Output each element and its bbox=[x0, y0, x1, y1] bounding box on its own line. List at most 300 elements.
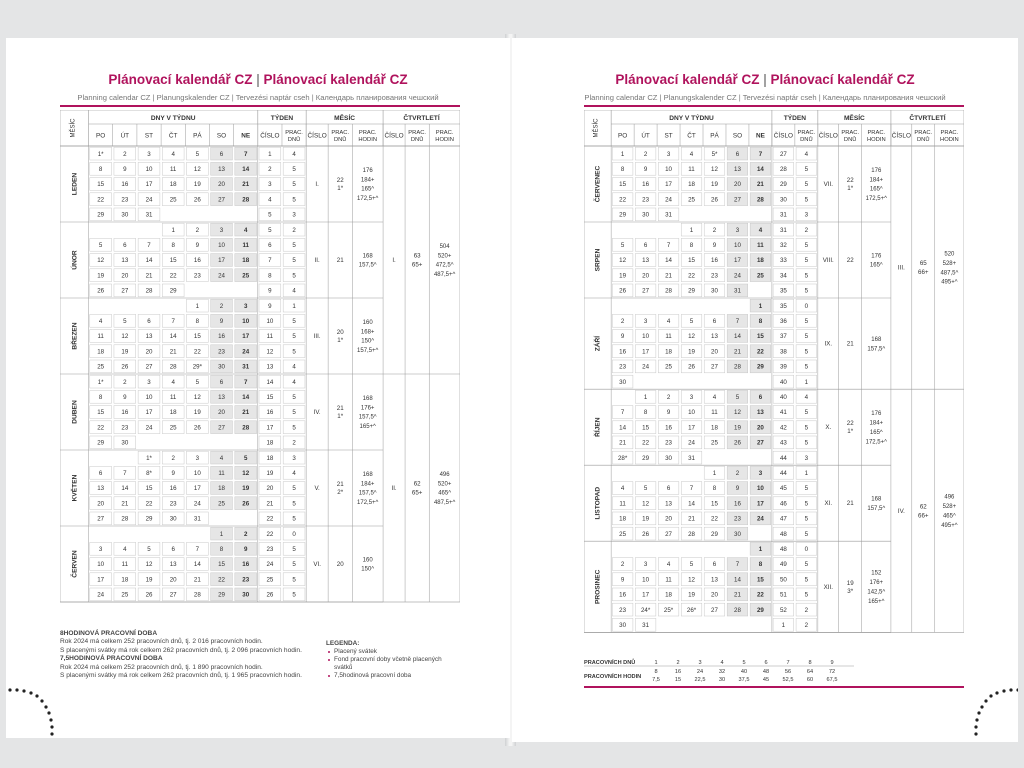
day-number: 27 bbox=[711, 363, 718, 371]
day-number: 31 bbox=[242, 363, 250, 371]
day-number: 1 bbox=[758, 546, 763, 553]
day-number: 12 bbox=[97, 257, 105, 265]
month-roman: IV. bbox=[313, 409, 321, 416]
day-number: 7 bbox=[243, 150, 248, 158]
week-value: 5 bbox=[804, 363, 809, 371]
month-work-days: 21 bbox=[846, 340, 854, 348]
header-ctvrtleti: ČTVRTLETÍ bbox=[909, 115, 946, 122]
day-number: 8 bbox=[712, 485, 717, 493]
page-subtitle: Planning calendar CZ | Planungskalender CZ | Tervezési naptár cseh | Календарь планирования чешский bbox=[584, 93, 946, 102]
day-number: 25 bbox=[121, 591, 129, 599]
conversion-hours-8: 72 bbox=[828, 669, 836, 675]
week-value: 4 bbox=[292, 363, 296, 371]
day-number: 29 bbox=[756, 363, 764, 371]
day-number: 16 bbox=[193, 257, 201, 265]
day-number: 28 bbox=[756, 196, 764, 204]
day-number: 15 bbox=[619, 181, 627, 189]
day-number: 16 bbox=[642, 181, 650, 189]
week-value: 37 bbox=[779, 333, 787, 341]
day-number: 14 bbox=[734, 333, 741, 341]
day-number: 31 bbox=[734, 287, 741, 295]
day-number: 13 bbox=[642, 257, 650, 265]
day-number: 16 bbox=[218, 333, 225, 341]
week-value: 5 bbox=[292, 515, 296, 523]
day-number: 24 bbox=[665, 196, 673, 204]
day-number: 15 bbox=[169, 257, 177, 265]
month-roman: IX. bbox=[824, 340, 833, 348]
week-value: 3 bbox=[804, 211, 809, 219]
footer-75h-line2: S placenými svátky má rok celkem 262 pracovních dnů, tj. 1 965 pracovních hodin. bbox=[60, 672, 302, 680]
day-number: 17 bbox=[642, 348, 650, 356]
header-sub-0: PO bbox=[618, 132, 628, 140]
day-number: 5 bbox=[195, 150, 200, 158]
day-number: 4 bbox=[219, 454, 224, 462]
day-number: 29 bbox=[619, 211, 627, 219]
day-number: 24 bbox=[642, 363, 650, 371]
day-number: 3 bbox=[735, 226, 740, 234]
day-number: 26 bbox=[193, 424, 201, 432]
week-value: 25 bbox=[266, 576, 274, 584]
conversion-hours-75: 15 bbox=[674, 677, 682, 683]
day-number: 2 bbox=[195, 226, 200, 234]
week-value: 5 bbox=[292, 272, 296, 280]
day-number: 19 bbox=[121, 348, 129, 356]
day-number: 18 bbox=[665, 348, 673, 356]
legend-item-fund: Fond pracovní doby včetně placených svátků bbox=[326, 656, 446, 672]
day-number: 9 bbox=[712, 242, 717, 249]
day-number: 17 bbox=[145, 409, 153, 417]
week-value: 5 bbox=[804, 166, 809, 173]
week-value: 5 bbox=[292, 318, 296, 325]
month-work-hours: 168 157,5^ bbox=[867, 496, 886, 512]
week-value: 38 bbox=[779, 348, 787, 356]
day-number: 8 bbox=[758, 561, 763, 569]
conversion-day: 9 bbox=[830, 660, 834, 666]
day-number: 22 bbox=[619, 196, 627, 204]
month-work-days: 21 bbox=[846, 500, 854, 508]
conversion-day: 5 bbox=[742, 660, 746, 666]
day-number: 22 bbox=[97, 424, 105, 432]
week-value: 41 bbox=[779, 409, 787, 417]
day-number: 29 bbox=[218, 591, 225, 599]
day-number: 16 bbox=[121, 409, 129, 417]
quarter-work-days: 62 65+ bbox=[411, 480, 423, 497]
day-number: 24 bbox=[688, 439, 695, 447]
week-value: 8 bbox=[268, 272, 272, 280]
day-number: 24 bbox=[145, 424, 153, 432]
day-number: 24 bbox=[756, 515, 764, 523]
day-number: 25 bbox=[665, 363, 673, 371]
day-number: 6 bbox=[643, 242, 648, 249]
week-value: 24 bbox=[266, 561, 274, 569]
day-number: 14 bbox=[665, 257, 673, 265]
day-number: 24 bbox=[97, 591, 105, 599]
week-value: 52 bbox=[779, 606, 787, 614]
calendar-grid-left bbox=[60, 110, 460, 622]
month-name: ČERVENEC bbox=[594, 165, 602, 203]
day-number: 12 bbox=[193, 394, 201, 401]
day-number: 20 bbox=[218, 181, 225, 189]
day-number: 11 bbox=[688, 166, 695, 173]
week-value: 5 bbox=[804, 196, 809, 204]
week-value: 22 bbox=[266, 530, 274, 538]
footer-75h-line1: Rok 2024 má celkem 252 pracovních dnů, tj. 1 890 pracovních hodin. bbox=[60, 663, 263, 671]
day-number: 22 bbox=[97, 196, 105, 204]
conversion-hours-75: 67,5 bbox=[826, 677, 838, 683]
day-number: 13 bbox=[97, 485, 105, 493]
day-number: 12 bbox=[193, 166, 201, 173]
month-name: LEDEN bbox=[71, 172, 79, 196]
week-value: 15 bbox=[266, 394, 274, 401]
week-value: 3 bbox=[292, 454, 296, 462]
week-value: 0 bbox=[804, 546, 809, 553]
day-number: 17 bbox=[218, 257, 225, 265]
day-number: 9 bbox=[735, 485, 740, 493]
day-number: 16 bbox=[665, 424, 673, 432]
day-number: 21 bbox=[688, 515, 695, 523]
week-value: 5 bbox=[804, 348, 809, 356]
header-sub-2: ST bbox=[144, 132, 154, 140]
day-number: 17 bbox=[665, 181, 673, 189]
day-number: 15 bbox=[97, 409, 105, 417]
day-number: 25 bbox=[218, 500, 225, 508]
day-number: 6 bbox=[171, 546, 175, 553]
day-number: 16 bbox=[169, 485, 177, 493]
day-number: 31 bbox=[642, 622, 650, 629]
week-value: 18 bbox=[266, 439, 274, 447]
day-number: 2 bbox=[123, 378, 127, 386]
header-sub-3: ČT bbox=[687, 132, 696, 140]
day-number: 22 bbox=[688, 272, 695, 280]
week-value: 5 bbox=[292, 424, 296, 432]
week-value: 2 bbox=[804, 606, 809, 614]
day-number: 5 bbox=[643, 485, 648, 493]
day-number: 9 bbox=[219, 318, 224, 325]
week-value: 4 bbox=[292, 470, 296, 477]
day-number: 25 bbox=[169, 196, 177, 204]
header-sub-12: ČÍSLO bbox=[384, 132, 404, 140]
legend-item-75h: 7,5hodinová pracovní doba bbox=[326, 672, 446, 680]
month-name: DUBEN bbox=[71, 400, 79, 424]
header-mesic-vertical: MĚSÍC bbox=[593, 118, 600, 138]
month-name: ČERVEN bbox=[71, 550, 79, 578]
week-value: 5 bbox=[804, 409, 809, 417]
month-name: BŘEZEN bbox=[71, 322, 79, 350]
day-number: 15 bbox=[218, 561, 225, 569]
conversion-day: 1 bbox=[654, 660, 658, 666]
header-dny: DNY V TÝDNU bbox=[150, 115, 196, 122]
day-number: 20 bbox=[145, 348, 153, 356]
conversion-day: 2 bbox=[676, 660, 680, 666]
day-number: 28 bbox=[688, 530, 695, 538]
header-sub-12: ČÍSLO bbox=[891, 132, 911, 140]
day-number: 9 bbox=[123, 394, 127, 401]
day-number: 11 bbox=[218, 470, 225, 477]
quarter-roman: II. bbox=[391, 485, 397, 492]
conversion-hours-75: 60 bbox=[806, 677, 814, 683]
day-number: 8 bbox=[689, 242, 694, 249]
week-value: 31 bbox=[779, 211, 787, 219]
day-number: 12 bbox=[642, 500, 650, 508]
day-number: 19 bbox=[97, 272, 105, 280]
day-number: 18 bbox=[619, 515, 627, 523]
month-name: KVĚTEN bbox=[71, 474, 79, 502]
week-value: 1 bbox=[804, 378, 809, 386]
day-number: 11 bbox=[757, 242, 764, 249]
day-number: 27 bbox=[756, 439, 764, 447]
conversion-day: 7 bbox=[786, 660, 790, 666]
quarter-roman: I. bbox=[392, 257, 396, 264]
day-number: 7 bbox=[171, 318, 175, 325]
day-number: 19 bbox=[642, 515, 650, 523]
day-number: 11 bbox=[121, 561, 129, 569]
day-number: 26 bbox=[688, 363, 695, 371]
week-value: 31 bbox=[779, 226, 787, 234]
day-number: 13 bbox=[121, 257, 129, 265]
day-number: 26 bbox=[121, 363, 129, 371]
day-number: 14 bbox=[193, 561, 201, 569]
day-number: 2 bbox=[219, 302, 224, 310]
day-number: 25 bbox=[97, 363, 105, 371]
month-work-days: 21 2* bbox=[336, 481, 344, 496]
conversion-hours-8: 16 bbox=[674, 669, 682, 675]
conversion-day: 6 bbox=[764, 660, 768, 666]
day-number: 4 bbox=[123, 546, 127, 553]
week-value: 34 bbox=[779, 272, 787, 280]
day-number: 21 bbox=[734, 591, 741, 599]
day-number: 14 bbox=[734, 576, 741, 584]
header-sub-10: PRAC. DNŮ bbox=[331, 130, 350, 143]
day-number: 10 bbox=[218, 242, 225, 249]
day-number: 23 bbox=[121, 196, 129, 204]
week-value: 29 bbox=[779, 181, 787, 189]
day-number: 3 bbox=[243, 302, 248, 310]
right-page bbox=[512, 38, 1018, 742]
day-number: 31 bbox=[665, 211, 673, 219]
left-page bbox=[6, 38, 510, 738]
day-number: 23 bbox=[619, 363, 627, 371]
day-number: 8 bbox=[620, 166, 625, 173]
day-number: 1 bbox=[195, 302, 200, 310]
day-number: 4 bbox=[98, 318, 103, 325]
day-number: 11 bbox=[169, 394, 177, 401]
day-number: 29 bbox=[169, 287, 177, 295]
day-number: 20 bbox=[218, 409, 225, 417]
quarter-roman: IV. bbox=[897, 507, 905, 515]
day-number: 28 bbox=[169, 363, 177, 371]
day-number: 12 bbox=[688, 576, 695, 584]
week-value: 5 bbox=[292, 394, 296, 401]
day-number: 12 bbox=[688, 333, 695, 341]
header-box bbox=[584, 110, 964, 146]
week-value: 30 bbox=[779, 196, 787, 204]
day-number: 4 bbox=[689, 150, 694, 158]
day-number: 30 bbox=[169, 515, 177, 523]
day-number: 10 bbox=[97, 561, 105, 569]
day-number: 6 bbox=[98, 470, 103, 477]
day-number: 19 bbox=[688, 591, 695, 599]
day-number: 4 bbox=[171, 150, 175, 158]
month-roman: VII. bbox=[823, 181, 833, 188]
day-number: 1 bbox=[219, 530, 224, 538]
day-number: 27 bbox=[121, 287, 129, 295]
day-number: 11 bbox=[665, 333, 672, 341]
header-sub-6: NE bbox=[241, 132, 251, 140]
week-value: 2 bbox=[292, 226, 296, 234]
day-number: 2 bbox=[712, 226, 717, 234]
day-number: 25 bbox=[619, 530, 627, 538]
day-number: 3 bbox=[147, 150, 151, 158]
day-number: 25 bbox=[242, 272, 250, 280]
day-number: 13 bbox=[218, 166, 225, 173]
day-number: 24* bbox=[640, 606, 651, 614]
week-value: 5 bbox=[292, 196, 296, 204]
header-tyden: TÝDEN bbox=[270, 115, 294, 122]
week-value: 17 bbox=[266, 424, 274, 432]
month-work-days: 21 bbox=[336, 257, 344, 264]
quarter-work-hours: 520 528+ 487,5^ 495+^ bbox=[940, 251, 959, 286]
day-number: 5 bbox=[195, 378, 200, 386]
week-value: 5 bbox=[804, 242, 809, 249]
day-number: 21 bbox=[169, 348, 177, 356]
day-number: 13 bbox=[711, 576, 718, 584]
month-work-days: 22 bbox=[846, 257, 854, 264]
day-number: 22 bbox=[711, 515, 718, 523]
footer-8h-heading: 8HODINOVÁ PRACOVNÍ DOBA bbox=[60, 630, 158, 637]
day-number: 5* bbox=[711, 150, 718, 158]
month-name: ZÁŘÍ bbox=[594, 335, 602, 352]
day-number: 21 bbox=[619, 439, 627, 447]
legend-heading: LEGENDA: bbox=[326, 640, 360, 647]
day-number: 27 bbox=[711, 606, 718, 614]
day-number: 15 bbox=[97, 181, 105, 189]
header-sub-2: ST bbox=[664, 132, 673, 140]
hours-conversion-table bbox=[584, 656, 964, 688]
day-number: 15 bbox=[756, 333, 764, 341]
day-number: 19 bbox=[711, 181, 718, 189]
header-sub-8: PRAC. DNŮ bbox=[797, 130, 816, 143]
day-number: 11 bbox=[665, 576, 672, 584]
day-number: 12 bbox=[711, 166, 718, 173]
day-number: 31 bbox=[193, 515, 201, 523]
month-work-days: 21 1* bbox=[336, 405, 344, 420]
day-number: 13 bbox=[665, 500, 673, 508]
day-number: 21 bbox=[756, 181, 764, 189]
week-value: 5 bbox=[292, 409, 296, 417]
day-number: 18 bbox=[218, 485, 225, 493]
day-number: 13 bbox=[145, 333, 153, 341]
day-number: 9 bbox=[620, 333, 625, 341]
day-number: 17 bbox=[97, 576, 105, 584]
day-number: 2 bbox=[666, 394, 671, 401]
month-work-hours: 176 165^ bbox=[869, 253, 883, 269]
header-ctvrtleti: ČTVRTLETÍ bbox=[403, 115, 440, 122]
day-number: 28 bbox=[145, 287, 153, 295]
day-number: 23 bbox=[642, 196, 650, 204]
day-number: 25 bbox=[756, 272, 764, 280]
day-number: 18 bbox=[756, 257, 764, 265]
footer-notes bbox=[60, 630, 360, 680]
day-number: 20 bbox=[97, 500, 105, 508]
day-number: 26 bbox=[711, 196, 718, 204]
day-number: 5 bbox=[243, 454, 248, 462]
day-number: 18 bbox=[169, 181, 177, 189]
title-rule bbox=[584, 105, 964, 107]
conversion-hours-8: 40 bbox=[740, 669, 748, 675]
day-number: 20 bbox=[711, 348, 718, 356]
day-number: 12 bbox=[619, 257, 627, 265]
day-number: 8 bbox=[643, 409, 648, 417]
day-number: 23 bbox=[619, 606, 627, 614]
day-number: 6 bbox=[147, 318, 151, 325]
week-value: 9 bbox=[268, 302, 272, 310]
day-number: 27 bbox=[642, 287, 650, 295]
day-number: 19 bbox=[242, 485, 250, 493]
day-number: 26 bbox=[619, 287, 627, 295]
day-number: 17 bbox=[734, 257, 741, 265]
bottom-rule bbox=[584, 686, 964, 688]
day-number: 14 bbox=[242, 394, 250, 401]
day-number: 13 bbox=[218, 394, 225, 401]
day-number: 1* bbox=[97, 378, 104, 386]
day-number: 12 bbox=[145, 561, 153, 569]
week-value: 4 bbox=[292, 150, 296, 158]
week-value: 33 bbox=[779, 257, 787, 265]
day-number: 25* bbox=[663, 606, 674, 614]
day-number: 29 bbox=[711, 530, 718, 538]
week-value: 23 bbox=[266, 546, 274, 553]
quarter-work-days: 65 66+ bbox=[918, 260, 929, 277]
day-number: 20 bbox=[734, 181, 741, 189]
day-number: 26* bbox=[686, 606, 697, 614]
day-number: 26 bbox=[97, 287, 105, 295]
day-number: 26 bbox=[145, 591, 153, 599]
week-value: 5 bbox=[804, 561, 809, 569]
day-number: 24 bbox=[242, 348, 250, 356]
day-number: 10 bbox=[665, 166, 673, 173]
day-number: 13 bbox=[734, 166, 741, 173]
week-value: 9 bbox=[268, 287, 272, 295]
week-value: 4 bbox=[804, 394, 809, 401]
quarter-work-days: 62 66+ bbox=[918, 503, 929, 520]
header-tyden: TÝDEN bbox=[783, 115, 807, 122]
day-number: 22 bbox=[642, 439, 650, 447]
day-number: 22 bbox=[756, 591, 764, 599]
month-work-days: 19 3* bbox=[846, 579, 854, 595]
day-number: 2 bbox=[643, 150, 648, 158]
day-number: 19 bbox=[145, 576, 153, 584]
day-number: 23 bbox=[218, 348, 225, 356]
day-number: 7 bbox=[195, 546, 200, 553]
day-number: 4 bbox=[666, 561, 671, 569]
header-sub-5: SO bbox=[216, 132, 227, 140]
header-sub-11: PRAC. HODIN bbox=[866, 130, 886, 143]
conversion-hours-75: 22,5 bbox=[694, 677, 706, 683]
day-number: 23 bbox=[711, 272, 718, 280]
day-number: 14 bbox=[688, 500, 695, 508]
week-value: 40 bbox=[779, 394, 787, 401]
day-number: 27 bbox=[218, 196, 225, 204]
day-number: 30 bbox=[218, 363, 225, 371]
day-number: 10 bbox=[242, 318, 250, 325]
day-number: 20 bbox=[756, 424, 764, 432]
quarter-work-hours: 496 528+ 465^ 495+^ bbox=[941, 494, 958, 529]
day-number: 2 bbox=[620, 561, 625, 569]
day-number: 25 bbox=[711, 439, 718, 447]
day-number: 16 bbox=[619, 348, 627, 356]
week-value: 44 bbox=[779, 454, 787, 462]
day-number: 15 bbox=[145, 485, 153, 493]
